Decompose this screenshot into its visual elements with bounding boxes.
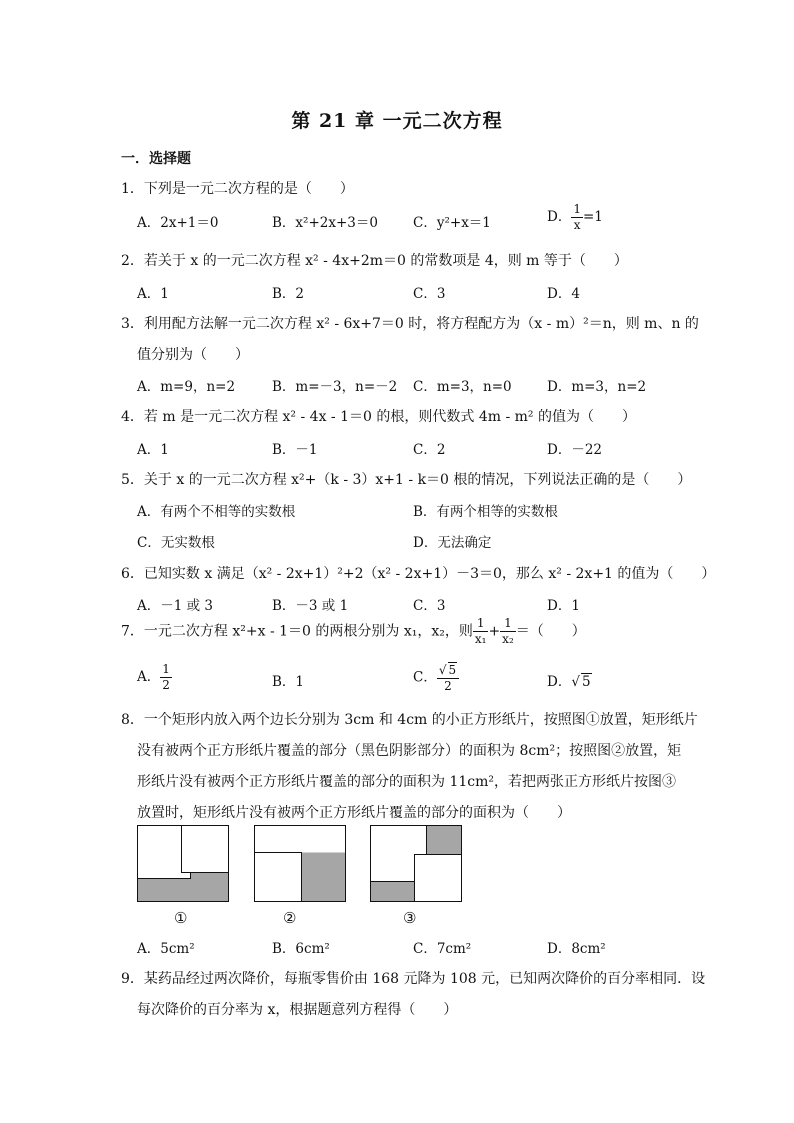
q4-option-c[interactable]: C．2 <box>413 442 446 458</box>
q4-option-b[interactable]: B．－1 <box>272 442 318 458</box>
q6-stem: 6．已知实数 x 满足（x² - 2x+1）²+2（x² - 2x+1）－3＝0，那么 x² - 2x+1 的值为（ ） <box>121 566 716 582</box>
q7-option-b[interactable]: B．1 <box>272 674 305 690</box>
q7-frac-2: $\frac{1}{\text{x₂}}$ <box>502 616 514 646</box>
q6-option-b[interactable]: B．－3 或 1 <box>272 598 349 614</box>
q8-figure-1 <box>137 825 229 902</box>
q3-stem-line1: 3．利用配方法解一元二次方程 x² - 6x+7＝0 时，将方程配方为（x - m）²＝n，则 m、n 的 <box>121 316 699 332</box>
q8-figure-3-label: ③ <box>403 909 417 927</box>
q5-option-d[interactable]: D．无法确定 <box>413 535 492 551</box>
q2-option-c[interactable]: C．3 <box>413 286 446 302</box>
q8-line4: 放置时，矩形纸片没有被两个正方形纸片覆盖的部分的面积为（ ） <box>137 805 571 821</box>
q5-option-c[interactable]: C．无实数根 <box>137 535 215 551</box>
q1-option-c[interactable]: C．y²+x＝1 <box>413 215 491 231</box>
q5-option-b[interactable]: B．有两个相等的实数根 <box>413 504 558 520</box>
q2-option-a[interactable]: A．1 <box>137 286 169 302</box>
q1-option-a[interactable]: A．2x+1＝0 <box>137 215 219 231</box>
q1-stem: 1．下列是一元二次方程的是（ ） <box>121 181 354 197</box>
q4-option-a[interactable]: A．1 <box>137 442 169 458</box>
q8-option-b[interactable]: B．6cm² <box>272 941 330 957</box>
q4-stem: 4．若 m 是一元二次方程 x² - 4x - 1＝0 的根，则代数式 4m - m² 的值为（ ） <box>121 409 636 425</box>
q1-option-d[interactable]: D． $\frac{1}{x}$ =1 <box>547 202 603 232</box>
q5-stem: 5．关于 x 的一元二次方程 x²+（k - 3）x+1 - k＝0 根的情况，下列说法正确的是（ ） <box>121 472 692 488</box>
q2-option-d[interactable]: D．4 <box>547 286 580 302</box>
q8-figure-1-label: ① <box>174 909 188 927</box>
page-title: 第 21 章 一元二次方程 <box>291 110 503 132</box>
q8-option-a[interactable]: A．5cm² <box>137 941 195 957</box>
q4-option-d[interactable]: D．－22 <box>547 442 603 458</box>
q8-figure-2 <box>254 825 346 902</box>
q8-line3: 形纸片没有被两个正方形纸片覆盖的部分的面积为 11cm²，若把两张正方形纸片按图③ <box>137 774 676 790</box>
q9-line1: 9．某药品经过两次降价，每瓶零售价由 168 元降为 108 元，已知两次降价的百分率相同．设 <box>121 971 706 987</box>
q8-figure-3 <box>370 825 462 902</box>
section-heading: 一．选择题 <box>121 151 191 167</box>
q6-option-c[interactable]: C．3 <box>413 598 446 614</box>
q3-option-a[interactable]: A．m=9，n=2 <box>137 379 236 395</box>
q7-option-d[interactable]: D．√ 5 <box>547 674 591 690</box>
q8-line1: 8．一个矩形内放入两个边长分别为 3cm 和 4cm 的小正方形纸片，按照图①放置，矩形纸片 <box>121 712 698 728</box>
q1-d-fraction: $\frac{1}{x}$ <box>573 202 581 232</box>
q5-option-a[interactable]: A．有两个不相等的实数根 <box>137 504 296 520</box>
q7-frac-1: $\frac{1}{\text{x₁}}$ <box>474 616 487 646</box>
q7-stem: 7．一元二次方程 x²+x - 1＝0 的两根分别为 x₁，x₂，则 $\frac{1}{\text{x₁}}$ + $\frac{1}{\text{x₂}}$ ＝（ ） <box>121 616 586 646</box>
q3-option-b[interactable]: B．m=－3，n=－2 <box>272 379 398 395</box>
q3-stem-line2: 值分别为（ ） <box>137 347 249 363</box>
q3-option-c[interactable]: C．m=3，n=0 <box>413 379 512 395</box>
q6-option-d[interactable]: D．1 <box>547 598 580 614</box>
q7-c-fraction: $\frac{√ 5}{2}$ <box>437 662 459 694</box>
q8-option-d[interactable]: D．8cm² <box>547 941 606 957</box>
q9-line2: 每次降价的百分率为 x，根据题意列方程得（ ） <box>137 1002 458 1018</box>
q3-option-d[interactable]: D．m=3，n=2 <box>547 379 647 395</box>
q8-option-c[interactable]: C．7cm² <box>413 941 472 957</box>
q7-a-fraction: $\frac{1}{2}$ <box>162 662 170 692</box>
q8-figure-2-label: ② <box>283 909 297 927</box>
q6-option-a[interactable]: A．－1 或 3 <box>137 598 214 614</box>
q7-option-a[interactable]: A． $\frac{1}{2}$ <box>137 662 170 692</box>
q2-option-b[interactable]: B．2 <box>272 286 305 302</box>
q2-stem: 2．若关于 x 的一元二次方程 x² - 4x+2m＝0 的常数项是 4，则 m 等于（ ） <box>121 253 628 269</box>
q8-line2: 没有被两个正方形纸片覆盖的部分（黑色阴影部分）的面积为 8cm²；按照图②放置，矩 <box>137 743 682 759</box>
q1-option-b[interactable]: B．x²+2x+3＝0 <box>272 215 378 231</box>
q7-option-c[interactable]: C． $\frac{√ 5}{2}$ <box>413 662 459 694</box>
